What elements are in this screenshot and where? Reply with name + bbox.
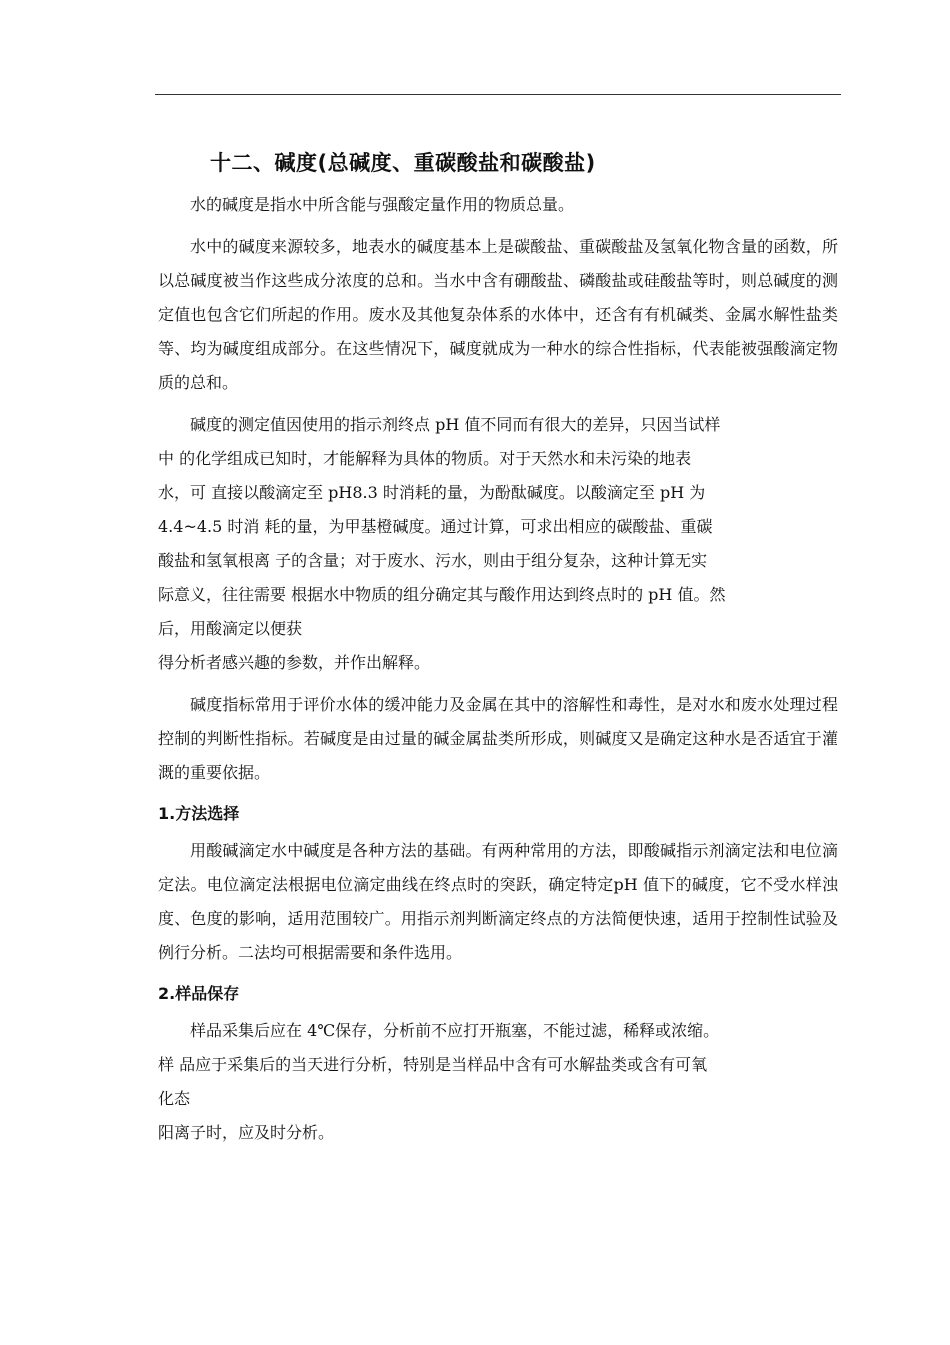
text-line: 4.4~4.5 时消 耗的量，为甲基橙碱度。通过计算，可求出相应的碳酸盐、重碳 [158,517,713,536]
paragraph-measurement [158,408,838,680]
paragraph-sources: 水中的碱度来源较多，地表水的碱度基本上是碳酸盐、重碳酸盐及氢氧化物含量的函数，所以总碱度被当作这些成分浓度的总和。当水中含有硼酸盐、磷酸盐或硅酸盐等时，则总碱度的测定值也包含它们所起的作用。废水及其他复杂体系的水体中，还含有有机碱类、金属水解性盐类等、均为碱度组成部分。在这些情况下，碱度就成为一种水的综合性指标，代表能被强酸滴定物质的总和。 [158,237,838,392]
text-line: 水，可 直接以酸滴定至 pH8.3 时消耗的量，为酚酞碱度。以酸滴定至 pH 为 [158,483,706,502]
header-rule [155,94,841,95]
text-line: 样品采集后应在 4℃保存，分析前不应打开瓶塞，不能过滤，稀释或浓缩。 [190,1021,720,1040]
section-heading-storage: 2.样品保存 [158,984,240,1003]
text-line: 后，用酸滴定以便获 [158,619,303,638]
paragraph-indicator-use: 碱度指标常用于评价水体的缓冲能力及金属在其中的溶解性和毒性，是对水和废水处理过程控制的判断性指标。若碱度是由过量的碱金属盐类所形成，则碱度又是确定这种水是否适宜于灌溉的重要依据。 [158,695,838,782]
text-line: 化态 [158,1089,191,1108]
text-line: 阳离子时，应及时分析。 [158,1123,335,1142]
section-heading-method: 1.方法选择 [158,804,240,823]
text-line: 碱度的测定值因使用的指示剂终点 pH 值不同而有很大的差异，只因当试样 [190,415,721,434]
paragraph-storage [158,1014,838,1150]
paragraph-definition: 水的碱度是指水中所含能与强酸定量作用的物质总量。 [190,195,575,214]
page-title: 十二、碱度(总碱度、重碳酸盐和碳酸盐) [210,151,596,175]
text-line: 际意义，往往需要 根据水中物质的组分确定其与酸作用达到终点时的 pH 值。然 [158,585,726,604]
text-line: 得分析者感兴趣的参数，并作出解释。 [158,653,431,672]
text-line: 中 的化学组成已知时，才能解释为具体的物质。对于天然水和未污染的地表 [158,449,692,468]
text-line: 酸盐和氢氧根离 子的含量；对于废水、污水，则由于组分复杂，这种计算无实 [158,551,708,570]
text-line: 样 品应于采集后的当天进行分析，特别是当样品中含有可水解盐类或含有可氧 [158,1055,708,1074]
document-page [158,148,838,1150]
paragraph-method: 用酸碱滴定水中碱度是各种方法的基础。有两种常用的方法，即酸碱指示剂滴定法和电位滴定法。电位滴定法根据电位滴定曲线在终点时的突跃，确定特定pH 值下的碱度，它不受水样浊度、色度的影响，适用范围较广。用指示剂判断滴定终点的方法简便快速，适用于控制性试验及例行分析。二法均可根据需要和条件选用。 [158,841,838,962]
